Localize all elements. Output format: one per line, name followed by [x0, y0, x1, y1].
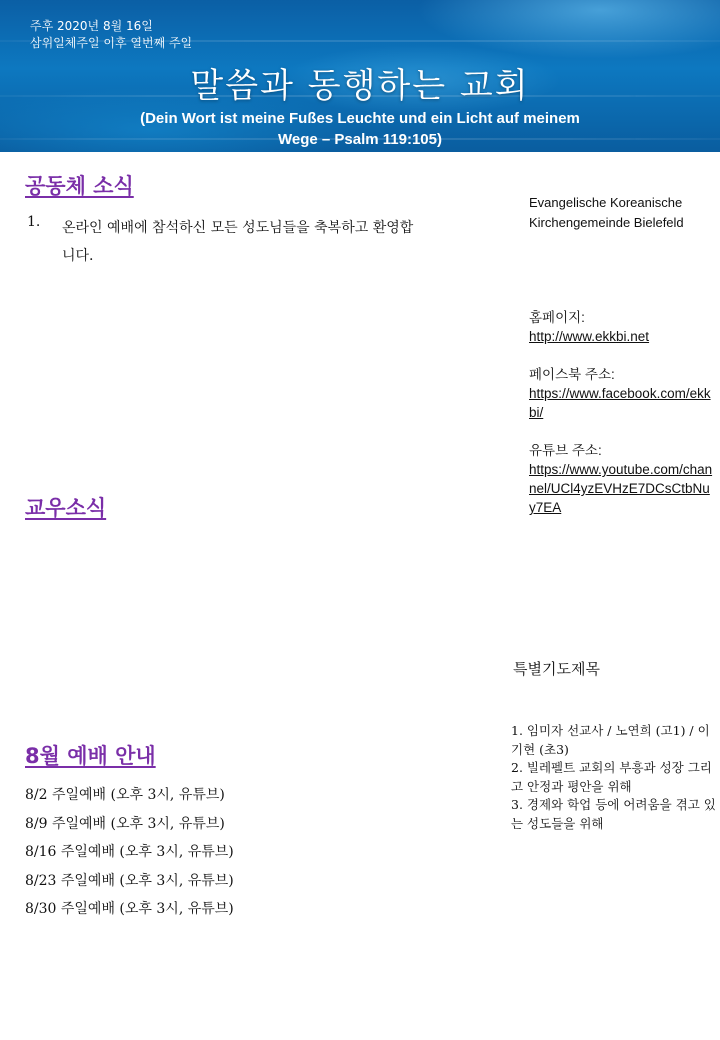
prayer-item: 1. 임미자 선교사 / 노연희 (고1) / 이기현 (초3) [511, 723, 710, 757]
homepage-link[interactable]: http://www.ekkbi.net [529, 329, 650, 344]
youtube-label: 유튜브 주소: [529, 443, 602, 458]
facebook-link[interactable]: https://www.facebook.com/ekkbi/ [529, 386, 711, 420]
service-item: 8/30 주일예배 (오후 3시, 유튜브) [25, 901, 234, 917]
youtube-block [529, 441, 714, 517]
service-schedule-heading: 8월 예배 안내 [25, 744, 156, 768]
page-subtitle: (Dein Wort ist meine Fußes Leuchte und ein Licht auf meinem Wege – Psalm 119:105) [140, 110, 580, 148]
prayer-list [511, 722, 716, 833]
date-line: 주후 2020년 8월 16일 [30, 19, 153, 33]
header-banner [0, 0, 720, 152]
page-title: 말씀과 동행하는 교회 [190, 66, 530, 106]
prayer-item: 3. 경제와 학업 등에 어려움을 겪고 있는 성도들을 위해 [511, 797, 716, 831]
service-item: 8/9 주일예배 (오후 3시, 유튜브) [25, 815, 225, 832]
service-item: 8/16 주일예배 (오후 3시, 유튜브) [25, 844, 234, 860]
community-item-text: 온라인 예배에 참석하신 모든 성도님들을 축복하고 환영합니다. [62, 220, 414, 264]
homepage-block [529, 308, 714, 346]
service-item: 8/23 주일예배 (오후 3시, 유튜브) [25, 872, 234, 889]
service-list [25, 784, 234, 927]
liturgical-date-line: 삼위일체주일 이후 열번째 주일 [30, 36, 193, 50]
prayer-heading: 특별기도제목 [513, 660, 600, 678]
facebook-block [529, 365, 714, 422]
youtube-link[interactable]: https://www.youtube.com/channel/UCl4yzEVHzE7DCsCtbNuy7EA [529, 462, 713, 515]
facebook-label: 페이스북 주소: [529, 367, 615, 382]
community-news-heading: 공동체 소식 [25, 174, 134, 198]
homepage-label: 홈페이지: [529, 310, 585, 325]
prayer-item: 2. 빌레펠트 교회의 부흥과 성장 그리고 안정과 평안을 위해 [511, 760, 712, 794]
church-name: Evangelische Koreanische Kirchengemeinde Bielefeld [529, 195, 684, 230]
community-item-number: 1. [27, 214, 41, 230]
service-item: 8/2 주일예배 (오후 3시, 유튜브) [25, 787, 225, 803]
member-news-heading: 교우소식 [25, 496, 107, 520]
